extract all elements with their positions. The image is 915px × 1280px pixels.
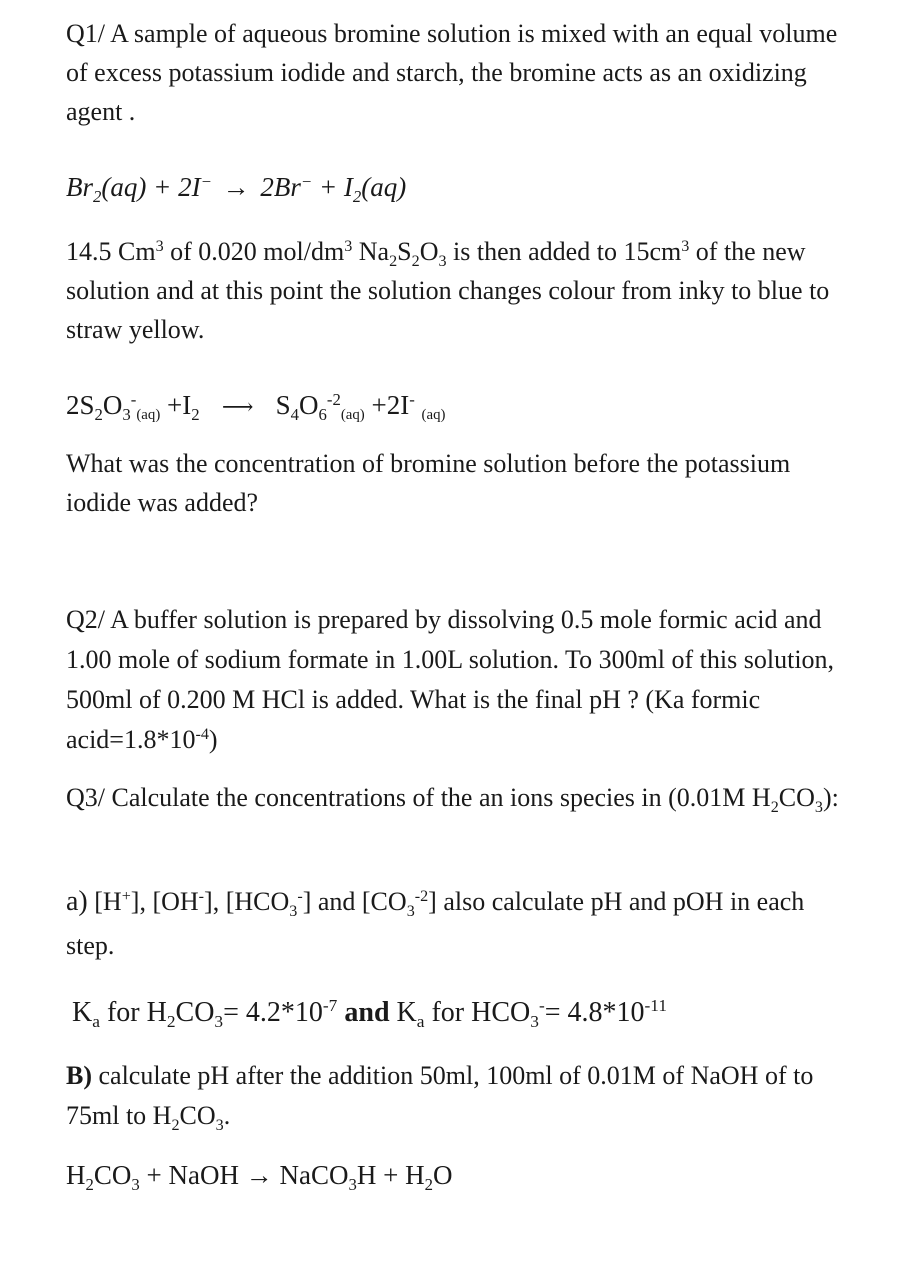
q3-part-b: B) calculate pH after the addition 50ml, 100ml of 0.01M of NaOH of to 75ml to $H_2CO_3$. [66, 1061, 814, 1134]
reaction-arrow-icon: → [245, 1160, 273, 1190]
q3-ka-constants: $K_a$ for $H_2CO_3= 4.2*10^{-7}$ and $K_a$ for $HCO_3^-= 4.8*10^{-11}$ [72, 996, 668, 1032]
q1-thiosulfate-equation: $2S_2O_3^-(aq) +I_2$ ⟶ $S_4O_6^{-2}(aq) +2I^-$ (aq) [66, 389, 446, 424]
q1-intro: Q1/ A sample of aqueous bromine solution is mixed with an equal volume of excess potassium iodide and starch, the bromine acts as an oxidizing agent . [66, 19, 838, 126]
q3-neutralization-equation: $H_2CO_3$ + NaOH → NaCO$_3$H + $H_2O$ [66, 1160, 453, 1194]
q3-intro: Q3/ Calculate the concentrations of the an ions species in (0.01M $H_2CO_3$): [66, 783, 839, 816]
q2-buffer-question: Q2/ A buffer solution is prepared by dissolving 0.5 mole formic acid and 1.00 mole of sodium formate in 1.00L solution. To 300ml of this solution, 500ml of 0.200 M HCl is added. What is the final pH ? (Ka formic $acid=1.8*10^{-4}$) [66, 605, 835, 754]
q1-titration-paragraph: 14.5 Cm$^3$ of 0.020 mol/$dm^3$ $Na_2S_2O_3$ is then added to $15cm^3$ of the new solution and at this point the solution changes colour from inky to blue to straw yellow. [66, 237, 830, 344]
q3-part-a: a) [H+], [OH-], $[HCO_3^-]$ and $[CO_3^{-2}]$ also calculate pH and pOH in each step. [66, 886, 805, 960]
reaction-arrow-icon: → [222, 172, 250, 202]
q1-bromine-iodide-equation: $Br_2(aq) + 2I^- \to 2Br^- + I_2(aq)$ [66, 171, 407, 206]
reaction-arrow-icon: ⟶ [221, 394, 254, 419]
q1-question: What was the concentration of bromine solution before the potassium iodide was added? [66, 449, 791, 517]
